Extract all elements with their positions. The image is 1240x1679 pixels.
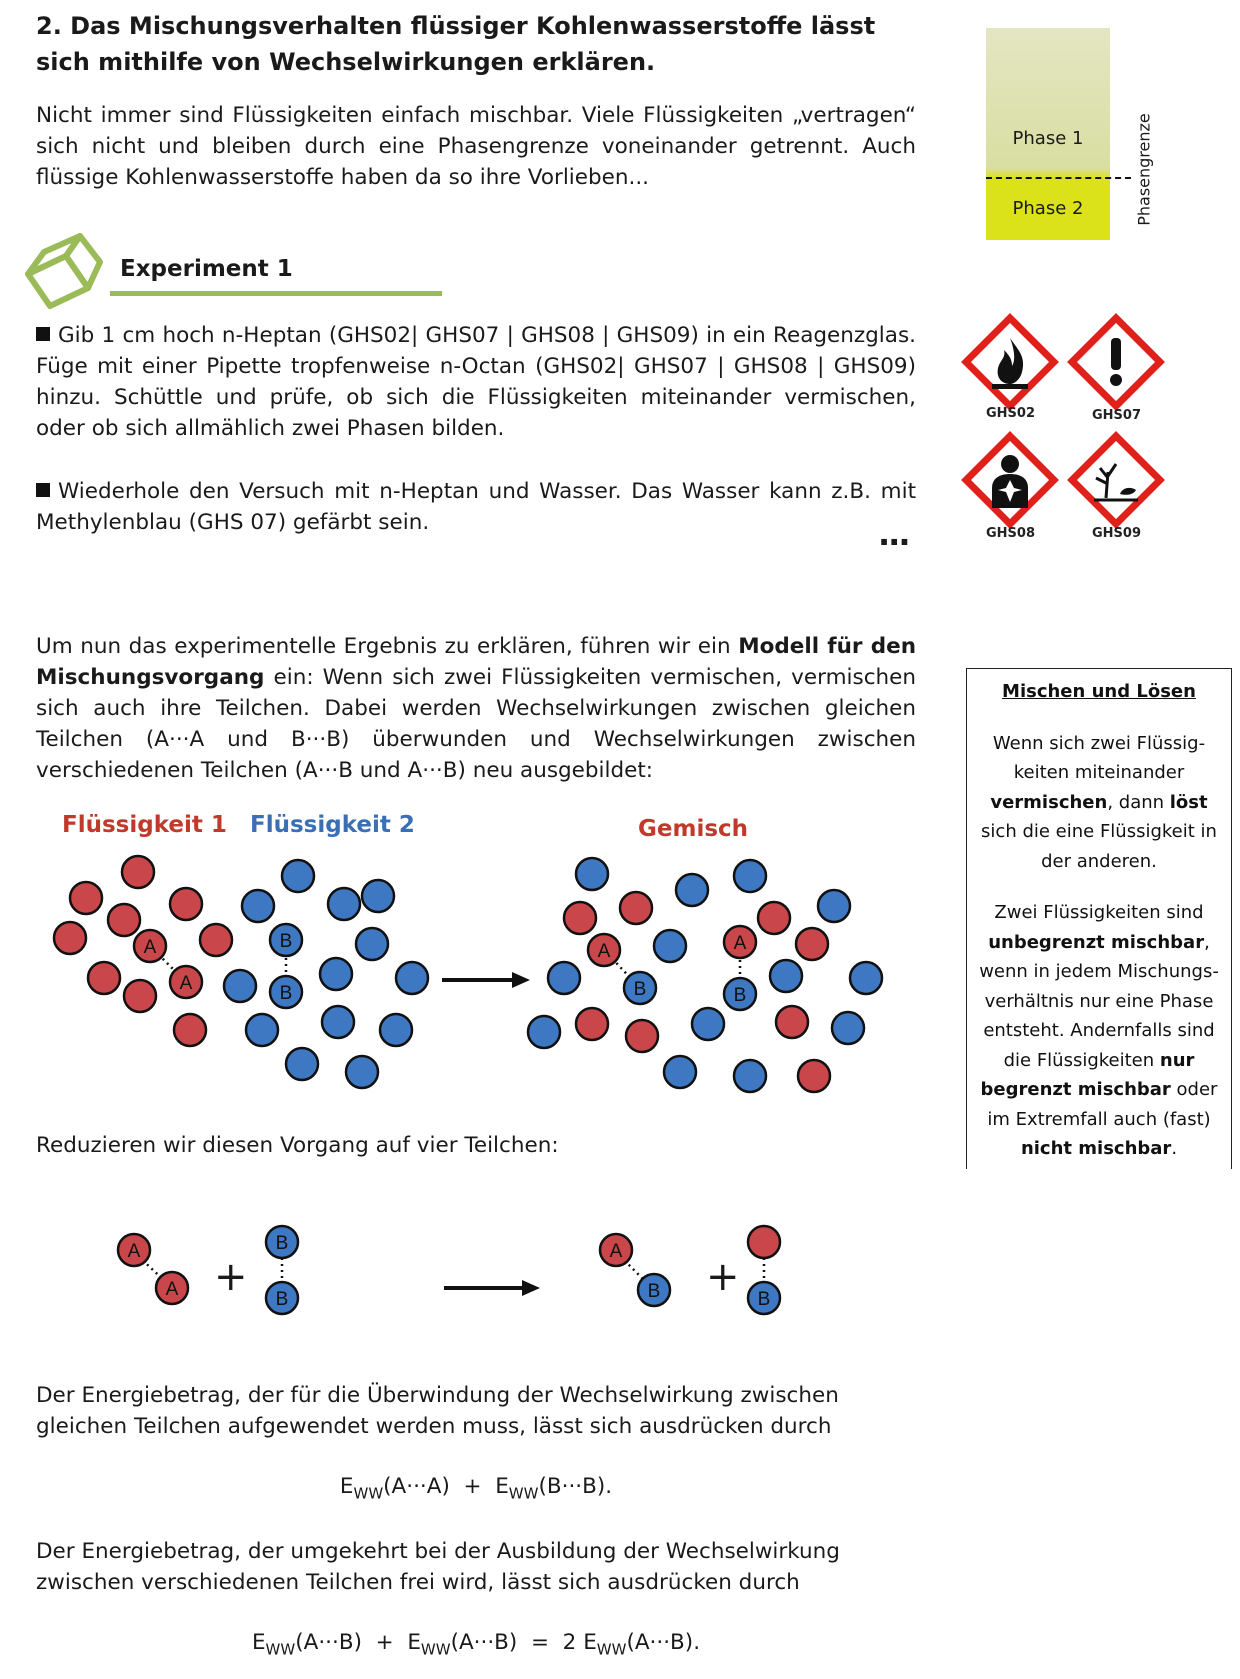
- particle-label: A: [597, 941, 611, 962]
- arrow-head: [522, 1280, 540, 1296]
- p2f: nicht mischbar: [1020, 1138, 1172, 1159]
- particle-b: [832, 1012, 864, 1044]
- particle-b: [356, 928, 388, 960]
- p1c: , dann: [1107, 791, 1170, 813]
- p2c: , wenn in jedem Mischungs-verhältnis nur eine Phase entsteht. Andernfalls sind die Flüssigkeiten: [979, 931, 1219, 1071]
- bullet-square: [36, 483, 50, 497]
- flame-icon: [962, 314, 1058, 410]
- particle-b: [282, 860, 314, 892]
- f1-sub2: WW: [508, 1484, 539, 1503]
- f2-e3: E: [583, 1630, 597, 1655]
- p1a: Wenn sich zwei Flüssig-keiten miteinander: [992, 732, 1206, 783]
- p2e: oder im Extremfall auch (fast): [987, 1079, 1218, 1130]
- f1-t1: (A···A) +: [383, 1474, 496, 1499]
- particle-a: [70, 882, 102, 914]
- particle-a: [174, 1014, 206, 1046]
- particle-a: [200, 924, 232, 956]
- particle-label: B: [633, 979, 647, 1000]
- info-box-paragraph-1: [973, 729, 1225, 877]
- particle-a: [88, 962, 120, 994]
- plus-sign-left: +: [214, 1254, 248, 1300]
- p2d: nur begrenzt mischbar: [980, 1049, 1195, 1100]
- particle-label: B: [279, 931, 293, 952]
- particle-label: B: [647, 1281, 661, 1302]
- formula-1: [36, 1474, 916, 1502]
- step-1-text: Gib 1 cm hoch n-Heptan (GHS02| GHS07 | GHS08 | GHS09) in ein Reagenzglas. Füge mit einer Pipette tropfenweise n-Octan (GHS02| GHS07 | GHS08 | GHS09) hinzu. Schüttle und prüfe, ob sich die Flüssigkeiten miteinander vermischen, oder ob sich allmählich zwei Phasen bilden.: [36, 323, 916, 441]
- particle-b: [576, 858, 608, 890]
- particle-a: [122, 856, 154, 888]
- p1e: sich die eine Flüssigkeit in der anderen.: [981, 821, 1217, 872]
- particle-b: [664, 1056, 696, 1088]
- environment-icon: [1068, 432, 1164, 528]
- particle-b: [242, 890, 274, 922]
- experiment-title: Experiment 1: [120, 256, 293, 282]
- particle-label: A: [127, 1241, 141, 1262]
- particle-b: [320, 958, 352, 990]
- p2a: Zwei Flüssigkeiten sind: [994, 902, 1204, 923]
- phase-2-label: Phase 2: [1012, 198, 1084, 219]
- particle-b: [770, 960, 802, 992]
- step-2-text: Wiederhole den Versuch mit n-Heptan und Wasser. Das Wasser kann z.B. mit Methylenblau (GHS 07) gefärbt sein.: [36, 479, 916, 535]
- f1-t2: (B···B).: [538, 1474, 613, 1499]
- particle-a: [776, 1006, 808, 1038]
- ellipsis: ...: [878, 515, 909, 553]
- info-box-title: Mischen und Lösen: [1002, 681, 1196, 702]
- f1-sub1: WW: [353, 1484, 384, 1503]
- particle-label: B: [733, 985, 747, 1006]
- particle-b: [322, 1006, 354, 1038]
- particle-b: [224, 970, 256, 1002]
- particle-label: A: [609, 1241, 623, 1262]
- bullet-square: [36, 327, 50, 341]
- arrow-head: [512, 972, 530, 988]
- p1d: löst: [1169, 791, 1208, 813]
- experiment-underline: [110, 291, 442, 296]
- particle-b: [676, 874, 708, 906]
- experiment-step-1: [36, 320, 916, 444]
- f2-t1: (A···B) +: [295, 1630, 408, 1655]
- ghs08-label: GHS08: [986, 526, 1036, 541]
- particle-a: [170, 888, 202, 920]
- f2-t2: (A···B) = 2: [450, 1630, 584, 1655]
- f1-e1: E: [339, 1474, 354, 1499]
- plus-sign-right: +: [706, 1254, 740, 1300]
- intro-paragraph: Nicht immer sind Flüssigkeiten einfach mischbar. Viele Flüssigkeiten „vertragen“ sich nicht und bleiben durch eine Phasengrenze voneinander getrennt. Auch flüssige Kohlenwasserstoffe haben da so ihre Vorlieben...: [36, 103, 916, 190]
- particle-a: [626, 1020, 658, 1052]
- particle-b: [380, 1014, 412, 1046]
- particle-label: A: [179, 973, 193, 994]
- ghs07-label: GHS07: [1092, 408, 1142, 423]
- f2-sub1: WW: [265, 1640, 296, 1659]
- particle-b: [654, 930, 686, 962]
- model-text-bold: Modell für den Mischungsvorgang: [36, 634, 916, 690]
- energy-paragraph-2: Der Energiebetrag, der umgekehrt bei der Ausbildung der Wechselwirkung zwischen verschiedenen Teilchen frei wird, lässt sich ausdrücken durch: [36, 1539, 840, 1595]
- health-hazard-icon: [962, 432, 1058, 528]
- particle-a: [748, 1226, 780, 1258]
- reduced-diagram: [0, 1233, 960, 1336]
- phase-1-label: Phase 1: [1012, 128, 1084, 149]
- model-text-b: ein: Wenn sich zwei Flüssigkeiten vermischen, vermischen sich auch ihre Teilchen. Dabei werden Wechselwirkungen zwischen gleichen Teilchen (A···A und B···B) überwunden und Wechselwirkungen zwischen verschiedenen Teilchen (A···B und A···B) neu ausgebildet:: [36, 665, 916, 783]
- energy-paragraph-1: Der Energiebetrag, der für die Überwindung der Wechselwirkung zwischen gleichen Teilchen aufgewendet werden muss, lässt sich ausdrücken durch: [36, 1383, 839, 1439]
- p2g: .: [1171, 1138, 1178, 1159]
- particle-label: A: [733, 933, 747, 954]
- particle-b: [850, 962, 882, 994]
- section-heading: 2. Das Mischungsverhalten flüssiger Kohlenwasserstoffe lässt sich mithilfe von Wechselwirkungen erklären.: [36, 12, 876, 76]
- particle-a: [798, 1060, 830, 1092]
- particle-b: [328, 888, 360, 920]
- particle-b: [286, 1048, 318, 1080]
- particle-label: A: [165, 1279, 179, 1300]
- f2-t3: (A···B).: [626, 1630, 701, 1655]
- info-box: [966, 668, 1232, 1169]
- particle-diagram: [0, 850, 960, 1090]
- particle-a: [124, 980, 156, 1012]
- ghs09-label: GHS09: [1092, 526, 1142, 541]
- experiment-step-2: [36, 476, 916, 538]
- particle-b: [396, 962, 428, 994]
- particle-b: [528, 1016, 560, 1048]
- mixture-label: Gemisch: [638, 816, 749, 842]
- particle-b: [734, 1060, 766, 1092]
- particle-b: [362, 880, 394, 912]
- p1b: vermischen: [990, 791, 1108, 813]
- f2-sub2: WW: [420, 1640, 451, 1659]
- cube-icon: [22, 228, 102, 308]
- particle-a: [564, 902, 596, 934]
- particle-b: [346, 1056, 378, 1088]
- p2b: unbegrenzt mischbar: [988, 931, 1205, 953]
- particle-label: B: [279, 983, 293, 1004]
- model-text-a: Um nun das experimentelle Ergebnis zu erklären, führen wir ein: [36, 634, 739, 659]
- particle-a: [576, 1008, 608, 1040]
- particle-a: [796, 928, 828, 960]
- reduce-paragraph: Reduzieren wir diesen Vorgang auf vier Teilchen:: [36, 1133, 559, 1158]
- ghs02-label: GHS02: [986, 406, 1036, 421]
- exclamation-icon: [1068, 314, 1164, 410]
- particle-a: [620, 892, 652, 924]
- particle-a: [108, 904, 140, 936]
- liquid-2-label: Flüssigkeit 2: [250, 812, 415, 838]
- particle-b: [818, 890, 850, 922]
- f2-e2: E: [407, 1630, 421, 1655]
- phase-boundary-line: [986, 177, 1131, 179]
- f2-sub3: WW: [596, 1640, 627, 1659]
- formula-2: [36, 1630, 916, 1658]
- particle-label: B: [757, 1289, 771, 1310]
- particle-b: [692, 1008, 724, 1040]
- phase-boundary-label: Phasengrenze: [1134, 113, 1154, 226]
- f2-e1: E: [251, 1630, 266, 1655]
- particle-b: [734, 860, 766, 892]
- particle-label: B: [275, 1233, 289, 1254]
- particle-a: [54, 922, 86, 954]
- model-paragraph: [36, 631, 916, 786]
- particle-label: A: [143, 937, 157, 958]
- particle-label: B: [275, 1289, 289, 1310]
- particle-b: [548, 962, 580, 994]
- particle-b: [246, 1014, 278, 1046]
- f1-e2: E: [495, 1474, 509, 1499]
- particle-a: [758, 902, 790, 934]
- liquid-1-label: Flüssigkeit 1: [62, 812, 227, 838]
- info-box-paragraph-2: [973, 898, 1225, 1164]
